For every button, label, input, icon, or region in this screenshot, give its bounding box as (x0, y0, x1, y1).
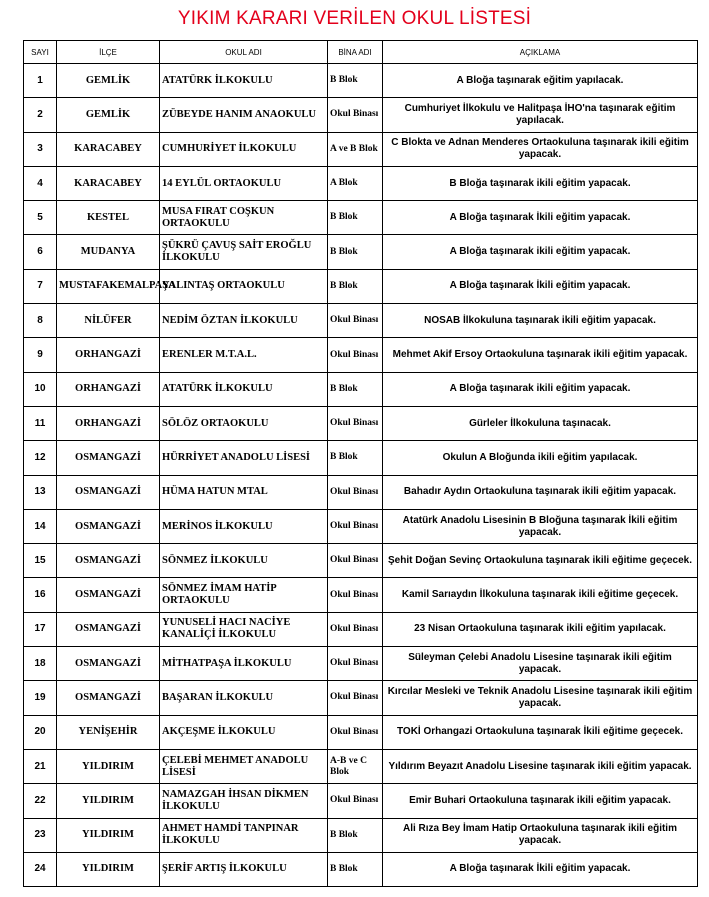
table-row (24, 166, 698, 200)
school-name: ŞERİF ARTIŞ İLKOKULU (160, 852, 328, 886)
row-number: 13 (24, 475, 57, 509)
row-number: 5 (24, 201, 57, 235)
table-row (24, 544, 698, 578)
district: OSMANGAZİ (57, 544, 160, 578)
description: Okulun A Bloğunda ikili eğitim yapılacak. (383, 441, 698, 475)
building-name: B Blok (328, 372, 383, 406)
row-number: 19 (24, 681, 57, 715)
district: YILDIRIM (57, 818, 160, 852)
header-ilce: İLÇE (57, 41, 160, 64)
description: Bahadır Aydın Ortaokuluna taşınarak ikili eğitim yapacak. (383, 475, 698, 509)
table-row (24, 235, 698, 269)
school-name: YUNUSELİ HACI NACİYE KANALİÇİ İLKOKULU (160, 612, 328, 646)
row-number: 12 (24, 441, 57, 475)
building-name: B Blok (328, 441, 383, 475)
school-name: NAMAZGAH İHSAN DİKMEN İLKOKULU (160, 784, 328, 818)
school-name: YALINTAŞ ORTAOKULU (160, 269, 328, 303)
table-row (24, 647, 698, 681)
school-list-table (23, 40, 698, 887)
description: Gürleler İlkokuluna taşınacak. (383, 406, 698, 440)
district: MUDANYA (57, 235, 160, 269)
school-name: ATATÜRK İLKOKULU (160, 372, 328, 406)
row-number: 17 (24, 612, 57, 646)
table-row (24, 132, 698, 166)
school-name: ZÜBEYDE HANIM ANAOKULU (160, 98, 328, 132)
row-number: 23 (24, 818, 57, 852)
description: B Bloğa taşınarak ikili eğitim yapacak. (383, 166, 698, 200)
district: YILDIRIM (57, 784, 160, 818)
district: OSMANGAZİ (57, 647, 160, 681)
table-row (24, 681, 698, 715)
description: Süleyman Çelebi Anadolu Lisesine taşınarak ikili eğitim yapacak. (383, 647, 698, 681)
header-bina-adi: BİNA ADI (328, 41, 383, 64)
header-aciklama: AÇIKLAMA (383, 41, 698, 64)
district: YENİŞEHİR (57, 715, 160, 749)
description: Mehmet Akif Ersoy Ortaokuluna taşınarak ikili eğitim yapacak. (383, 338, 698, 372)
table-row (24, 749, 698, 783)
building-name: Okul Binası (328, 647, 383, 681)
table-row (24, 64, 698, 98)
table-row (24, 304, 698, 338)
school-name: 14 EYLÜL ORTAOKULU (160, 166, 328, 200)
table-row (24, 818, 698, 852)
district: KESTEL (57, 201, 160, 235)
building-name: Okul Binası (328, 612, 383, 646)
district: NİLÜFER (57, 304, 160, 338)
district: ORHANGAZİ (57, 338, 160, 372)
school-name: CUMHURİYET İLKOKULU (160, 132, 328, 166)
row-number: 4 (24, 166, 57, 200)
building-name: B Blok (328, 201, 383, 235)
description: Kamil Sarıaydın İlkokuluna taşınarak ikili eğitime geçecek. (383, 578, 698, 612)
district: GEMLİK (57, 98, 160, 132)
table-row (24, 784, 698, 818)
table-row (24, 509, 698, 543)
building-name: Okul Binası (328, 475, 383, 509)
school-name: ATATÜRK İLKOKULU (160, 64, 328, 98)
table-row (24, 269, 698, 303)
building-name: A Blok (328, 166, 383, 200)
row-number: 11 (24, 406, 57, 440)
building-name: A-B ve C Blok (328, 749, 383, 783)
building-name: Okul Binası (328, 509, 383, 543)
description: Yıldırım Beyazıt Anadolu Lisesine taşınarak ikili eğitim yapacak. (383, 749, 698, 783)
building-name: Okul Binası (328, 681, 383, 715)
row-number: 21 (24, 749, 57, 783)
row-number: 2 (24, 98, 57, 132)
table-row (24, 338, 698, 372)
school-name: SÖNMEZ İMAM HATİP ORTAOKULU (160, 578, 328, 612)
building-name: B Blok (328, 269, 383, 303)
school-name: ŞÜKRÜ ÇAVUŞ SAİT EROĞLU İLKOKULU (160, 235, 328, 269)
school-name: ERENLER M.T.A.L. (160, 338, 328, 372)
description: A Bloğa taşınarak İkili eğitim yapacak. (383, 852, 698, 886)
district: YILDIRIM (57, 852, 160, 886)
description: Kırcılar Mesleki ve Teknik Anadolu Lisesine taşınarak ikili eğitim yapacak. (383, 681, 698, 715)
district: ORHANGAZİ (57, 406, 160, 440)
description: A Bloğa taşınarak eğitim yapılacak. (383, 64, 698, 98)
row-number: 10 (24, 372, 57, 406)
row-number: 18 (24, 647, 57, 681)
building-name: B Blok (328, 64, 383, 98)
row-number: 16 (24, 578, 57, 612)
district: GEMLİK (57, 64, 160, 98)
table-row (24, 201, 698, 235)
description: Emir Buhari Ortaokuluna taşınarak ikili eğitim yapacak. (383, 784, 698, 818)
building-name: Okul Binası (328, 544, 383, 578)
district: OSMANGAZİ (57, 509, 160, 543)
building-name: B Blok (328, 852, 383, 886)
description: A Bloğa taşınarak ikili eğitim yapacak. (383, 372, 698, 406)
row-number: 9 (24, 338, 57, 372)
table-row (24, 475, 698, 509)
row-number: 20 (24, 715, 57, 749)
row-number: 7 (24, 269, 57, 303)
district: KARACABEY (57, 132, 160, 166)
school-name: ÇELEBİ MEHMET ANADOLU LİSESİ (160, 749, 328, 783)
table-row (24, 98, 698, 132)
building-name: Okul Binası (328, 406, 383, 440)
row-number: 15 (24, 544, 57, 578)
district: YILDIRIM (57, 749, 160, 783)
school-name: HÜMA HATUN MTAL (160, 475, 328, 509)
description: A Bloğa taşınarak İkili eğitim yapacak. (383, 201, 698, 235)
description: A Bloğa taşınarak ikili eğitim yapacak. (383, 235, 698, 269)
row-number: 8 (24, 304, 57, 338)
building-name: Okul Binası (328, 715, 383, 749)
table-row (24, 612, 698, 646)
building-name: Okul Binası (328, 98, 383, 132)
description: TOKİ Orhangazi Ortaokuluna taşınarak İkili eğitime geçecek. (383, 715, 698, 749)
school-name: SÖLÖZ ORTAOKULU (160, 406, 328, 440)
table-row (24, 441, 698, 475)
school-name: MİTHATPAŞA İLKOKULU (160, 647, 328, 681)
district: OSMANGAZİ (57, 441, 160, 475)
school-name: HÜRRİYET ANADOLU LİSESİ (160, 441, 328, 475)
description: 23 Nisan Ortaokuluna taşınarak ikili eğitim yapılacak. (383, 612, 698, 646)
description: Atatürk Anadolu Lisesinin B Bloğuna taşınarak İkili eğitim yapacak. (383, 509, 698, 543)
description: Cumhuriyet İlkokulu ve Halitpaşa İHO'na taşınarak eğitim yapılacak. (383, 98, 698, 132)
school-name: MERİNOS İLKOKULU (160, 509, 328, 543)
header-sayi: SAYI (24, 41, 57, 64)
building-name: A ve B Blok (328, 132, 383, 166)
school-name: AHMET HAMDİ TANPINAR İLKOKULU (160, 818, 328, 852)
row-number: 22 (24, 784, 57, 818)
school-name: AKÇEŞME İLKOKULU (160, 715, 328, 749)
description: A Bloğa taşınarak İkili eğitim yapacak. (383, 269, 698, 303)
district: ORHANGAZİ (57, 372, 160, 406)
district: KARACABEY (57, 166, 160, 200)
header-row (24, 41, 698, 64)
table-row (24, 578, 698, 612)
building-name: Okul Binası (328, 578, 383, 612)
table-row (24, 715, 698, 749)
district: OSMANGAZİ (57, 681, 160, 715)
school-name: MUSA FIRAT COŞKUN ORTAOKULU (160, 201, 328, 235)
building-name: B Blok (328, 235, 383, 269)
description: NOSAB İlkokuluna taşınarak ikili eğitim yapacak. (383, 304, 698, 338)
building-name: Okul Binası (328, 304, 383, 338)
building-name: Okul Binası (328, 338, 383, 372)
row-number: 14 (24, 509, 57, 543)
school-name: NEDİM ÖZTAN İLKOKULU (160, 304, 328, 338)
table-row (24, 372, 698, 406)
description: C Blokta ve Adnan Menderes Ortaokuluna taşınarak ikili eğitim yapacak. (383, 132, 698, 166)
building-name: Okul Binası (328, 784, 383, 818)
description: Şehit Doğan Sevinç Ortaokuluna taşınarak ikili eğitime geçecek. (383, 544, 698, 578)
school-name: BAŞARAN İLKOKULU (160, 681, 328, 715)
description: Ali Rıza Bey İmam Hatip Ortaokuluna taşınarak ikili eğitim yapacak. (383, 818, 698, 852)
building-name: B Blok (328, 818, 383, 852)
row-number: 24 (24, 852, 57, 886)
table-row (24, 852, 698, 886)
table-row (24, 406, 698, 440)
header-okul-adi: OKUL ADI (160, 41, 328, 64)
document-title: YIKIM KARARI VERİLEN OKUL LİSTESİ (177, 8, 532, 29)
school-name: SÖNMEZ İLKOKULU (160, 544, 328, 578)
district: OSMANGAZİ (57, 578, 160, 612)
district: MUSTAFAKEMALPAŞA (57, 269, 160, 303)
row-number: 3 (24, 132, 57, 166)
row-number: 1 (24, 64, 57, 98)
district: OSMANGAZİ (57, 612, 160, 646)
district: OSMANGAZİ (57, 475, 160, 509)
row-number: 6 (24, 235, 57, 269)
